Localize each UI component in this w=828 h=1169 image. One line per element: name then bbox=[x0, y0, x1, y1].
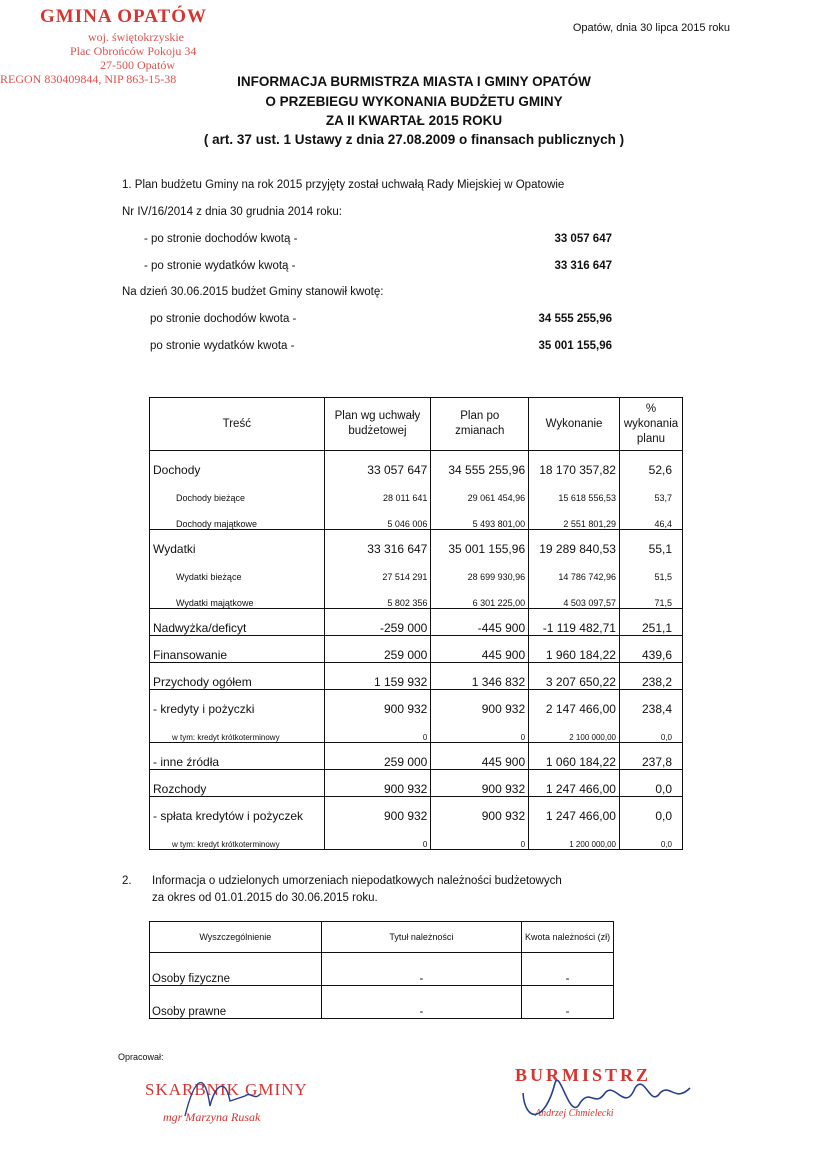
row-title: - bbox=[321, 953, 521, 986]
row-label: w tym: kredyt krótkoterminowy bbox=[150, 716, 325, 743]
row-execution: 2 551 801,29 bbox=[529, 503, 620, 530]
row-execution-percent: 46,4 bbox=[619, 503, 682, 530]
row-plan-after-changes: 900 932 bbox=[431, 690, 529, 717]
header-plan-after-changes: Plan po zmianach bbox=[431, 398, 529, 451]
row-execution-percent: 0,0 bbox=[619, 716, 682, 743]
row-execution-percent: 55,1 bbox=[619, 530, 682, 557]
row-plan-after-changes: 1 346 832 bbox=[431, 663, 529, 690]
row-label: Przychody ogółem bbox=[150, 663, 325, 690]
mayor-stamp bbox=[515, 1065, 651, 1119]
row-label: Rozchody bbox=[150, 770, 325, 797]
title-line-4: ( art. 37 ust. 1 Ustawy z dnia 27.08.2009 o finansach publicznych ) bbox=[203, 132, 625, 147]
row-execution-percent: 71,5 bbox=[619, 582, 682, 609]
row-label: Wydatki bbox=[150, 530, 325, 557]
remission-table-header bbox=[150, 922, 614, 953]
row-plan-resolution: -259 000 bbox=[324, 609, 431, 636]
row-execution-percent: 238,2 bbox=[619, 663, 682, 690]
row-plan-resolution: 259 000 bbox=[324, 636, 431, 663]
row-plan-after-changes: 0 bbox=[431, 716, 529, 743]
mayor-signature bbox=[515, 1063, 705, 1133]
header-content: Treść bbox=[150, 398, 325, 451]
row-execution-percent: 238,4 bbox=[619, 690, 682, 717]
row-plan-resolution: 900 932 bbox=[324, 690, 431, 717]
expense-current-value: 35 001 155,96 bbox=[538, 340, 612, 352]
as-of-line: Na dzień 30.06.2015 budżet Gminy stanowił kwotę: bbox=[122, 286, 384, 298]
row-plan-after-changes: 900 932 bbox=[431, 770, 529, 797]
row-plan-resolution: 27 514 291 bbox=[324, 556, 431, 582]
row-plan-after-changes: 28 699 930,96 bbox=[431, 556, 529, 582]
row-plan-after-changes: 34 555 255,96 bbox=[431, 451, 529, 478]
title-line-1: INFORMACJA BURMISTRZA MIASTA I GMINY OPATÓW bbox=[237, 74, 591, 89]
expense-current-label: po stronie wydatków kwota - bbox=[150, 340, 295, 352]
row-execution-percent: 51,5 bbox=[619, 556, 682, 582]
stamp-line-1: woj. świętokrzyskie bbox=[88, 30, 184, 44]
section2-line-2: za okres od 01.01.2015 do 30.06.2015 roku. bbox=[152, 892, 378, 904]
header-execution-percent: % wykonania planu bbox=[619, 398, 682, 451]
table-row bbox=[150, 451, 683, 478]
treasurer-name: mgr Marzyna Rusak bbox=[163, 1110, 261, 1124]
row-plan-after-changes: 29 061 454,96 bbox=[431, 477, 529, 503]
header-item: Wyszczególnienie bbox=[150, 922, 322, 953]
row-label: Dochody bbox=[150, 451, 325, 478]
row-execution: 1 960 184,22 bbox=[529, 636, 620, 663]
expense-plan-label: - po stronie wydatków kwotą - bbox=[144, 260, 296, 272]
section2-line-1: Informacja o udzielonych umorzeniach niepodatkowych należności budżetowych bbox=[152, 875, 562, 887]
mayor-title: BURMISTRZ bbox=[515, 1065, 652, 1085]
row-execution-percent: 53,7 bbox=[619, 477, 682, 503]
row-execution: 1 247 466,00 bbox=[529, 770, 620, 797]
row-label: - spłata kredytów i pożyczek bbox=[150, 797, 325, 824]
table-row bbox=[150, 823, 683, 850]
row-label: Dochody bieżące bbox=[150, 477, 325, 503]
row-execution-percent: 439,6 bbox=[619, 636, 682, 663]
row-execution-percent: 0,0 bbox=[619, 797, 682, 824]
row-plan-after-changes: 0 bbox=[431, 823, 529, 850]
table-row bbox=[150, 716, 683, 743]
expense-plan-value: 33 316 647 bbox=[554, 260, 612, 272]
title-line-2: O PRZEBIEGU WYKONANIA BUDŻETU GMINY bbox=[265, 94, 563, 109]
stamp-line-3: 27-500 Opatów bbox=[100, 58, 175, 72]
row-label: Osoby fizyczne bbox=[150, 953, 322, 986]
table-row bbox=[150, 477, 683, 503]
row-plan-after-changes: 35 001 155,96 bbox=[431, 530, 529, 557]
row-execution: 3 207 650,22 bbox=[529, 663, 620, 690]
row-execution: 1 200 000,00 bbox=[529, 823, 620, 850]
row-plan-after-changes: 5 493 801,00 bbox=[431, 503, 529, 530]
row-plan-resolution: 33 316 647 bbox=[324, 530, 431, 557]
remission-table bbox=[149, 921, 614, 1019]
row-label: Osoby prawne bbox=[150, 986, 322, 1019]
row-title: - bbox=[321, 986, 521, 1019]
row-label: Dochody majątkowe bbox=[150, 503, 325, 530]
row-plan-after-changes: 445 900 bbox=[431, 636, 529, 663]
table-row bbox=[150, 770, 683, 797]
date-line: Opatów, dnia 30 lipca 2015 roku bbox=[572, 22, 730, 34]
row-execution: -1 119 482,71 bbox=[529, 609, 620, 636]
table-row bbox=[150, 663, 683, 690]
table-row bbox=[150, 530, 683, 557]
row-label: - inne źródła bbox=[150, 743, 325, 770]
row-execution: 2 100 000,00 bbox=[529, 716, 620, 743]
row-label: w tym: kredyt krótkoterminowy bbox=[150, 823, 325, 850]
row-plan-after-changes: -445 900 bbox=[431, 609, 529, 636]
row-plan-resolution: 0 bbox=[324, 823, 431, 850]
row-plan-resolution: 259 000 bbox=[324, 743, 431, 770]
section1-resolution: Nr IV/16/2014 z dnia 30 grudnia 2014 roku: bbox=[122, 206, 342, 218]
row-execution: 4 503 097,57 bbox=[529, 582, 620, 609]
table-row bbox=[150, 743, 683, 770]
header-receivable-amount: Kwota należności (zł) bbox=[522, 922, 614, 953]
table-row bbox=[150, 503, 683, 530]
treasurer-title: SKARBNIK GMINY bbox=[145, 1080, 308, 1099]
row-plan-resolution: 1 159 932 bbox=[324, 663, 431, 690]
row-execution: 2 147 466,00 bbox=[529, 690, 620, 717]
treasurer-stamp bbox=[145, 1080, 308, 1125]
table-row bbox=[150, 636, 683, 663]
prepared-by-label: Opracował: bbox=[118, 1052, 164, 1062]
row-plan-resolution: 33 057 647 bbox=[324, 451, 431, 478]
table-row bbox=[150, 609, 683, 636]
budget-table-header bbox=[150, 398, 683, 451]
row-plan-after-changes: 900 932 bbox=[431, 797, 529, 824]
row-execution-percent: 237,8 bbox=[619, 743, 682, 770]
row-plan-resolution: 900 932 bbox=[324, 770, 431, 797]
row-execution: 1 060 184,22 bbox=[529, 743, 620, 770]
table-row bbox=[150, 690, 683, 717]
row-plan-after-changes: 6 301 225,00 bbox=[431, 582, 529, 609]
header-plan-resolution: Plan wg uchwały budżetowej bbox=[324, 398, 431, 451]
section1-intro: 1. Plan budżetu Gminy na rok 2015 przyjęty został uchwałą Rady Miejskiej w Opatowie bbox=[122, 179, 565, 191]
header-receivable-title: Tytuł należności bbox=[321, 922, 521, 953]
stamp-line-4: REGON 830409844, NIP 863-15-38 bbox=[0, 72, 177, 86]
table-row bbox=[150, 797, 683, 824]
table-row bbox=[150, 582, 683, 609]
table-row bbox=[150, 953, 614, 986]
row-amount: - bbox=[522, 953, 614, 986]
row-plan-resolution: 5 802 356 bbox=[324, 582, 431, 609]
row-label: - kredyty i pożyczki bbox=[150, 690, 325, 717]
row-amount: - bbox=[522, 986, 614, 1019]
table-row bbox=[150, 556, 683, 582]
row-execution: 15 618 556,53 bbox=[529, 477, 620, 503]
treasurer-signature bbox=[175, 1066, 265, 1126]
row-plan-resolution: 5 046 006 bbox=[324, 503, 431, 530]
title-line-3: ZA II KWARTAŁ 2015 ROKU bbox=[325, 113, 503, 128]
row-execution-percent: 0,0 bbox=[619, 770, 682, 797]
row-label: Wydatki majątkowe bbox=[150, 582, 325, 609]
income-plan-value: 33 057 647 bbox=[554, 233, 612, 245]
row-execution-percent: 52,6 bbox=[619, 451, 682, 478]
table-row bbox=[150, 986, 614, 1019]
income-current-value: 34 555 255,96 bbox=[538, 313, 612, 325]
row-label: Wydatki bieżące bbox=[150, 556, 325, 582]
row-plan-resolution: 0 bbox=[324, 716, 431, 743]
row-label: Nadwyżka/deficyt bbox=[150, 609, 325, 636]
income-plan-label: - po stronie dochodów kwotą - bbox=[144, 233, 298, 245]
row-plan-after-changes: 445 900 bbox=[431, 743, 529, 770]
row-execution: 18 170 357,82 bbox=[529, 451, 620, 478]
row-execution-percent: 251,1 bbox=[619, 609, 682, 636]
row-execution: 1 247 466,00 bbox=[529, 797, 620, 824]
budget-table bbox=[149, 397, 683, 850]
row-execution-percent: 0,0 bbox=[619, 823, 682, 850]
mayor-name: Andrzej Chmielecki bbox=[535, 1108, 614, 1119]
stamp-line-2: Plac Obrońców Pokoju 34 bbox=[70, 44, 197, 58]
row-label: Finansowanie bbox=[150, 636, 325, 663]
row-execution: 19 289 840,53 bbox=[529, 530, 620, 557]
income-current-label: po stronie dochodów kwota - bbox=[150, 313, 297, 325]
stamp-title: GMINA OPATÓW bbox=[40, 6, 207, 27]
row-execution: 14 786 742,96 bbox=[529, 556, 620, 582]
section2-number: 2. bbox=[122, 875, 132, 887]
header-execution: Wykonanie bbox=[529, 398, 620, 451]
row-plan-resolution: 900 932 bbox=[324, 797, 431, 824]
row-plan-resolution: 28 011 641 bbox=[324, 477, 431, 503]
